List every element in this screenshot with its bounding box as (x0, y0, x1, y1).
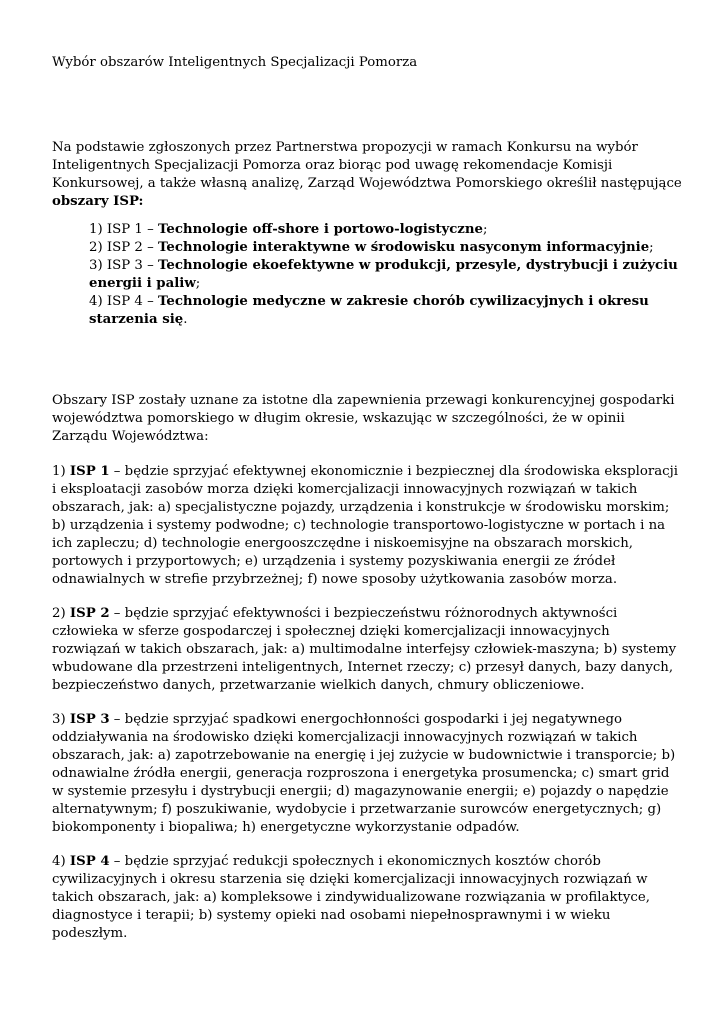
detail-text: – będzie sprzyjać redukcji społecznych i ekonomicznych kosztów chorób cywilizacyjnych i okresu starzenia się dzięki komercjalizacji innowacyjnych rozwiązań w takich obszarach, jak: a) kompleksowe i zindywidualizowane rozwiązania w profilaktyce, diagnostyce i terapii; b) systemy opieki nad osobami niepełnosprawnymi i w wieku podeszłym. (52, 854, 650, 941)
isp-item-suffix: ; (483, 222, 488, 237)
isp-list-item (89, 239, 679, 257)
document-title: Wybór obszarów Inteligentnych Specjalizacji Pomorza (52, 55, 418, 70)
isp-list-item (89, 293, 679, 329)
detail-text: – będzie sprzyjać spadkowi energochłonności gospodarki i jej negatywnego oddziaływania na środowisko dzięki komercjalizacji innowacyjnych rozwiązań w takich obszarach, jak: a) zapotrzebowanie na energię i jej zużycie w budownictwie i transporcie; b) odnawialne źródła energii, generacja rozproszona i energetyka prosumencka; c) smart grid w systemie przesyłu i dystrybucji energii; d) magazynowanie energii; e) pojazdy o napędzie alternatywnym; f) poszukiwanie, wydobycie i przetwarzanie surowców energetycznych; g) biokomponenty i biopaliwa; h) energetyczne wykorzystanie odpadów. (52, 712, 676, 835)
detail-text: – będzie sprzyjać efektywnej ekonomicznie i bezpiecznej dla środowiska eksploracji i eksploatacji zasobów morza dzięki komercjalizacji innowacyjnych rozwiązań w takich obszarach, jak: a) specjalistyczne pojazdy, urządzenia i konstrukcje w środowisku morskim; b) urządzenia i systemy podwodne; c) technologie transportowo-logistyczne w portach i na ich zapleczu; d) technologie energooszczędne i niskoemisyjne na obszarach morskich, portowych i przyportowych; e) urządzenia i systemy pozyskiwania energii ze źródeł odnawialnych w strefie przybrzeżnej; f) nowe sposoby użytkowania zasobów morza. (52, 464, 678, 587)
isp-item-suffix: ; (649, 240, 654, 255)
summary-paragraph: Obszary ISP zostały uznane za istotne dla zapewnienia przewagi konkurencyjnej gospodarki województwa pomorskiego w długim okresie, wskazując w szczególności, że w opinii Zarządu Województwa: (52, 393, 675, 444)
isp-item-prefix: 2) ISP 2 – (89, 240, 158, 255)
detail-label: ISP 1 (69, 464, 110, 479)
detail-prefix: 4) (52, 854, 70, 869)
detail-prefix: 3) (52, 712, 70, 727)
isp-item-prefix: 4) ISP 4 – (89, 294, 158, 309)
detail-text: – będzie sprzyjać efektywności i bezpieczeństwu różnorodnych aktywności człowieka w sferze gospodarczej i społecznej dzięki komercjalizacji innowacyjnych rozwiązań w takich obszarach, jak: a) multimodalne interfejsy człowiek-maszyna; b) systemy wbudowane dla przestrzeni inteligentnych, Internet rzeczy; c) przesył danych, bazy danych, bezpieczeństwo danych, przetwarzanie wielkich danych, chmury obliczeniowe. (52, 606, 677, 693)
intro-paragraph (52, 139, 682, 211)
isp-item-suffix: ; (195, 276, 201, 291)
detail-paragraph-isp-1 (52, 463, 682, 589)
isp-list-item (89, 257, 679, 293)
isp-item-suffix: . (183, 312, 188, 327)
document-body (52, 392, 682, 959)
isp-item-name: Technologie ekoefektywne w produkcji, przesyle, dystrybucji i zużyciu energii i paliw (89, 258, 678, 291)
intro-text: Na podstawie zgłoszonych przez Partnerstwa propozycji w ramach Konkursu na wybór Inteligentnych Specjalizacji Pomorza oraz biorąc pod uwagę rekomendacje Komisji Konkursowej, a także własną analizę, Zarząd Województwa Pomorskiego określił następujące (52, 140, 682, 191)
detail-prefix: 1) (52, 464, 70, 479)
isp-item-name: Technologie off-shore i portowo-logistyczne (157, 222, 483, 237)
detail-paragraph-isp-2 (52, 605, 682, 695)
isp-list-item (89, 221, 679, 239)
isp-item-name: Technologie medyczne w zakresie chorób cywilizacyjnych i okresu starzenia się (89, 294, 649, 327)
detail-paragraph-isp-3 (52, 711, 682, 837)
detail-label: ISP 3 (69, 712, 110, 727)
detail-label: ISP 2 (69, 606, 110, 621)
detail-paragraph-isp-4 (52, 853, 682, 943)
detail-label: ISP 4 (69, 854, 110, 869)
detail-prefix: 2) (52, 606, 70, 621)
isp-item-name: Technologie interaktywne w środowisku nasyconym informacyjnie (157, 240, 650, 255)
isp-list (89, 221, 679, 329)
isp-item-prefix: 1) ISP 1 – (89, 222, 158, 237)
intro-bold-label: obszary ISP: (52, 194, 144, 209)
isp-item-prefix: 3) ISP 3 – (89, 258, 158, 273)
